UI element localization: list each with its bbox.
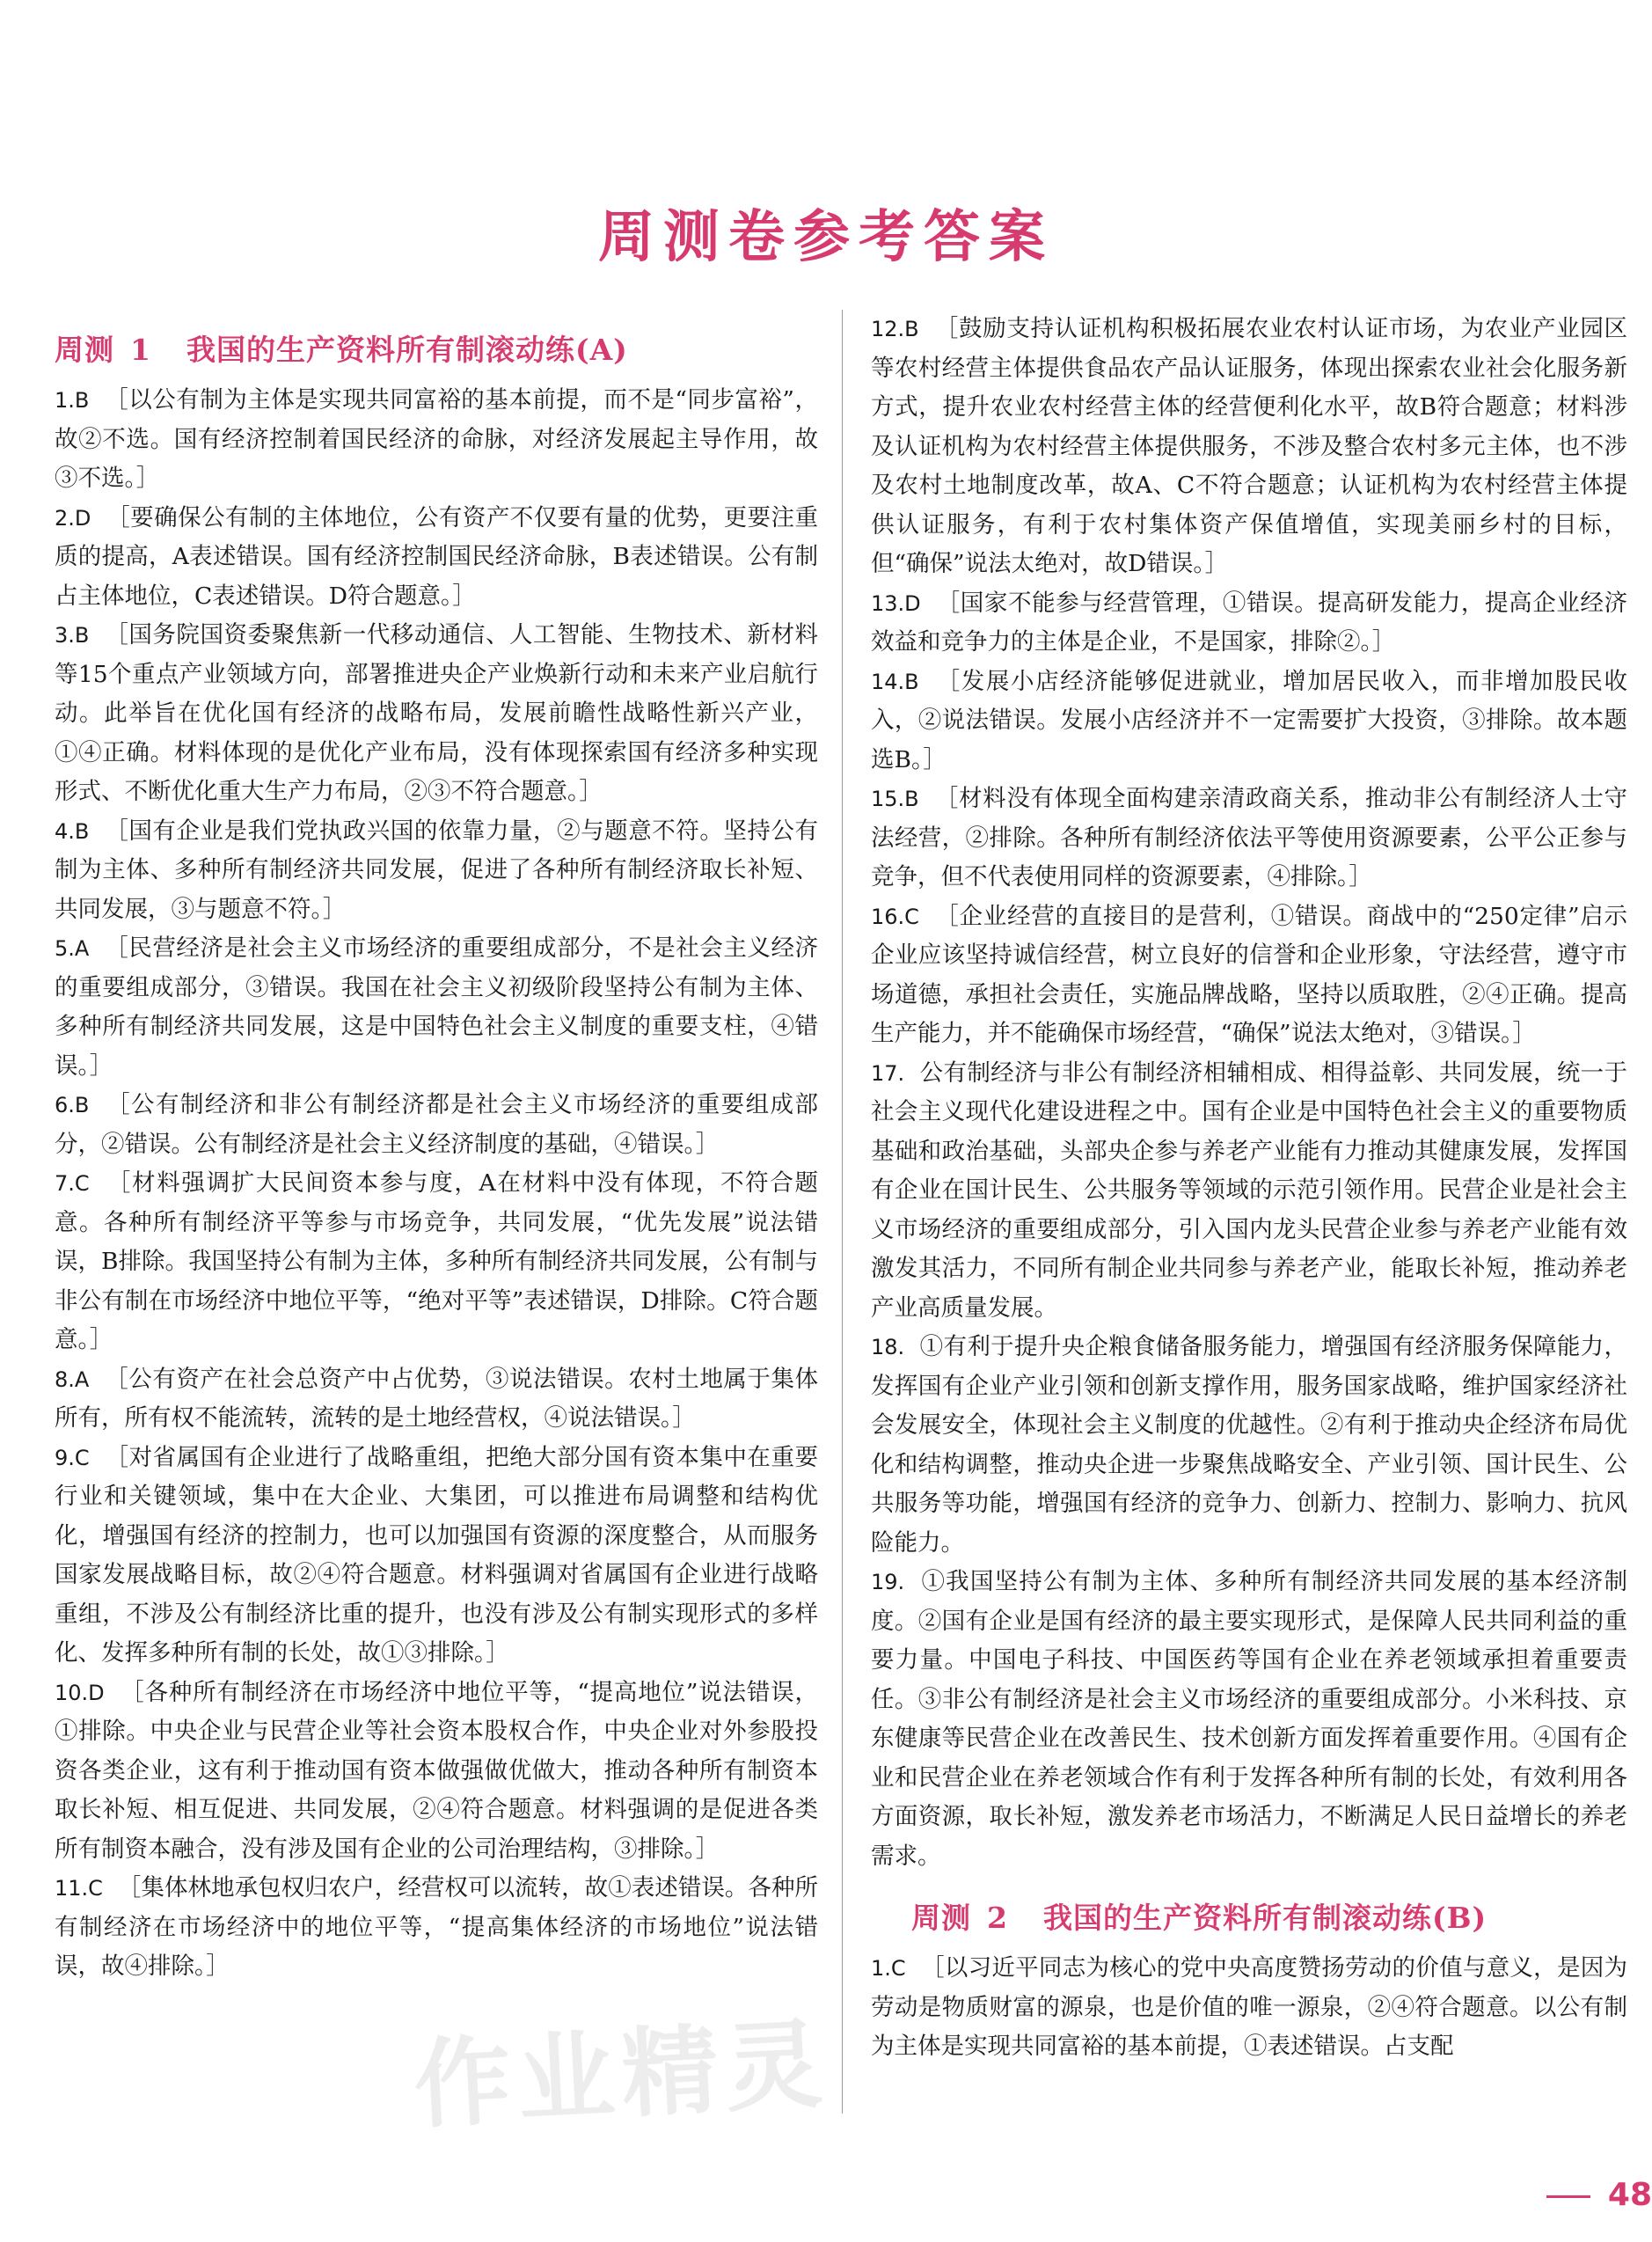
section-label: 周测 <box>911 1901 971 1935</box>
right-column <box>871 310 1627 2067</box>
answer-item <box>55 499 818 617</box>
answer-text: 公有制经济与非公有制经济相辅相成、相得益彰、共同发展，统一于社会主义现代化建设进程之中。国有企业是中国特色社会主义的重要物质基础和政治基础，头部央企参与养老产业能有力推动其健康发展，发挥国有企业在国计民生、公共服务等领域的示范引领作用。民营企业是社会主义市场经济的重要组成部分，引入国内龙头民营企业参与养老产业能有效激发其活力，不同所有制企业共同参与养老产业，能取长补短，推动养老产业高质量发展。 <box>871 1059 1627 1322</box>
answer-number: 12.B <box>871 317 919 341</box>
page-footer <box>1546 2177 1652 2213</box>
answer-text: ［民营经济是社会主义市场经济的重要组成部分，不是社会主义经济的重要组成部分，③错误。我国在社会主义初级阶段坚持公有制为主体、多种所有制经济共同发展，这是中国特色社会主义制度的重要支柱，④错误。］ <box>55 934 818 1080</box>
answer-number: 15.B <box>871 787 919 811</box>
answer-item <box>55 1164 818 1360</box>
answer-text: ［鼓励支持认证机构积极拓展农业农村认证市场，为农业产业园区等农村经营主体提供食品农产品认证服务，体现出探索农业社会化服务新方式，提升农业农村经营主体的经营便利化水平，故B符合题意；材料涉及认证机构为农村经营主体提供服务，不涉及整合农村多元主体，也不涉及农村土地制度改革，故A、C不符合题意；认证机构为农村经营主体提供认证服务，有利于农村集体资产保值增值，实现美丽乡村的目标，但“确保”说法太绝对，故D错误。］ <box>871 315 1627 577</box>
answer-number: 7.C <box>55 1171 90 1196</box>
column-divider <box>842 310 843 2114</box>
answer-number: 10.D <box>55 1680 105 1705</box>
answer-number: 13.D <box>871 590 921 616</box>
answer-item <box>55 1674 818 1870</box>
answer-item <box>871 1949 1627 2067</box>
answer-item <box>871 1054 1627 1329</box>
section-title-1 <box>55 327 818 369</box>
answer-text: ［以习近平同志为核心的党中央高度赞扬劳动的价值与意义，是因为劳动是物质财富的源泉，也是价值的唯一源泉，②④符合题意。以公有制为主体是实现共同富裕的基本前提，①表述错误。占支配 <box>871 1954 1627 2060</box>
page-title: 周测卷参考答案 <box>598 204 1054 270</box>
answer-item <box>871 310 1627 584</box>
answer-number: 16.C <box>871 904 919 929</box>
section-number: 2 <box>987 1901 1008 1935</box>
answer-number: 8.A <box>55 1366 90 1392</box>
answer-text: ［国家不能参与经营管理，①错误。提高研发能力，提高企业经济效益和竞争力的主体是企业，不是国家，排除②。］ <box>871 589 1627 656</box>
answer-list-left <box>55 381 818 1987</box>
answer-number: 5.A <box>55 936 90 961</box>
answer-item <box>55 1439 818 1674</box>
answer-list-right <box>871 310 1627 1876</box>
section-label: 周测 <box>55 333 114 367</box>
section-title-2 <box>911 1895 1627 1937</box>
answer-item <box>55 812 818 930</box>
answer-number: 14.B <box>871 669 919 694</box>
answer-text: ［发展小店经济能够促进就业，增加居民收入，而非增加股民收入，②说法错误。发展小店经济并不一定需要扩大投资，③排除。故本题选B。］ <box>871 667 1627 773</box>
footer-dash <box>1546 2195 1590 2198</box>
answer-number: 4.B <box>55 818 90 844</box>
answer-number: 17. <box>871 1060 905 1086</box>
answer-text: ［材料没有体现全面构建亲清政商关系，推动非公有制经济人士守法经营，②排除。各种所有制经济依法平等使用资源要素，公平公正参与竞争，但不代表使用同样的资源要素，④排除。］ <box>871 785 1627 890</box>
answer-item <box>871 584 1627 663</box>
answer-number: 1.B <box>55 388 90 413</box>
answer-list-right-b <box>871 1949 1627 2067</box>
answer-number: 6.B <box>55 1093 90 1117</box>
answer-item <box>55 929 818 1086</box>
answer-item <box>871 663 1627 780</box>
answer-text: ［国务院国资委聚焦新一代移动通信、人工智能、生物技术、新材料等15个重点产业领域方向，部署推进央企产业焕新行动和未来产业启航行动。此举旨在优化国有经济的战略布局，发展前瞻性战略性新兴产业，①④正确。材料体现的是优化产业布局，没有体现探索国有经济多种实现形式、不断优化重大生产力布局，②③不符合题意。］ <box>55 621 818 805</box>
watermark-logo: 作业精灵 <box>411 2007 832 2143</box>
section-number: 1 <box>130 333 151 367</box>
answer-text: ［对省属国有企业进行了战略重组，把绝大部分国有资本集中在重要行业和关键领域，集中在大企业、大集团，可以推进布局调整和结构优化，增强国有经济的控制力，也可以加强国有资源的深度整合，从而服务国家发展战略目标，故②④符合题意。材料强调对省属国有企业进行战略重组，不涉及公有制经济比重的提升，也没有涉及公有制实现形式的多样化、发挥多种所有制的长处，故①③排除。］ <box>55 1443 818 1667</box>
answer-number: 11.C <box>55 1876 103 1901</box>
answer-number: 18. <box>871 1335 905 1359</box>
answer-item <box>871 780 1627 898</box>
answer-item <box>55 1869 818 1987</box>
page-number: 48 <box>1607 2177 1652 2213</box>
answer-text: ［以公有制为主体是实现共同富裕的基本前提，而不是“同步富裕”，故②不选。国有经济控制着国民经济的命脉，对经济发展起主导作用，故③不选。］ <box>55 386 818 492</box>
answer-text: ①我国坚持公有制为主体、多种所有制经济共同发展的基本经济制度。②国有企业是国有经济的最主要实现形式，是保障人民共同利益的重要力量。中国电子科技、中国医药等国有企业在养老领域承担着重要责任。③非公有制经济是社会主义市场经济的重要组成部分。小米科技、京东健康等民营企业在改善民生、技术创新方面发挥着重要作用。④国有企业和民营企业在养老领域合作有利于发挥各种所有制的长处，有效利用各方面资源，取长补短，激发养老市场活力，不断满足人民日益增长的养老需求。 <box>871 1568 1627 1870</box>
answer-text: ［各种所有制经济在市场经济中地位平等，“提高地位”说法错误，①排除。中央企业与民营企业等社会资本股权合作，中央企业对外参股投资各类企业，这有利于推动国有资本做强做优做大，推动各种所有制资本取长补短、相互促进、共同发展，②④符合题意。材料强调的是促进各类所有制资本融合，没有涉及国有企业的公司治理结构，③排除。］ <box>55 1678 818 1863</box>
answer-item <box>871 898 1627 1054</box>
answer-text: ［企业经营的直接目的是营利，①错误。商战中的“250定律”启示企业应该坚持诚信经营，树立良好的信誉和企业形象，守法经营，遵守市场道德，承担社会责任，实施品牌战略，坚持以质取胜，②④正确。提高生产能力，并不能确保市场经营，“确保”说法太绝对，③错误。］ <box>871 902 1627 1047</box>
left-column <box>55 326 818 1987</box>
answer-number: 1.C <box>871 1956 906 1981</box>
answer-number: 2.D <box>55 505 91 531</box>
answer-number: 3.B <box>55 623 90 648</box>
section-heading: 我国的生产资料所有制滚动练(B) <box>1042 1901 1488 1935</box>
answer-text: ［国有企业是我们党执政兴国的依靠力量，②与题意不符。坚持公有制为主体、多种所有制经济共同发展，促进了各种所有制经济取长补短、共同发展，③与题意不符。］ <box>55 817 818 923</box>
answer-item <box>871 1328 1627 1563</box>
answer-item <box>55 616 818 812</box>
section-heading: 我国的生产资料所有制滚动练(A) <box>186 333 628 367</box>
answer-item <box>55 381 818 499</box>
answer-text: ［集体林地承包权归农户，经营权可以流转，故①表述错误。各种所有制经济在市场经济中的地位平等，“提高集体经济的市场地位”说法错误，故④排除。］ <box>55 1874 819 1980</box>
answer-item <box>55 1086 818 1164</box>
answer-number: 9.C <box>55 1445 90 1470</box>
answer-text: ［材料强调扩大民间资本参与度，A在材料中没有体现，不符合题意。各种所有制经济平等参与市场竞争，共同发展，“优先发展”说法错误，B排除。我国坚持公有制为主体，多种所有制经济共同发展，公有制与非公有制在市场经济中地位平等，“绝对平等”表述错误，D排除。C符合题意。］ <box>55 1169 818 1353</box>
answer-text: ［公有制经济和非公有制经济都是社会主义市场经济的重要组成部分，②错误。公有制经济是社会主义经济制度的基础，④错误。］ <box>55 1091 818 1158</box>
answer-text: ［公有资产在社会总资产中占优势，③说法错误。农村土地属于集体所有，所有权不能流转，流转的是土地经营权，④说法错误。］ <box>55 1365 818 1432</box>
answer-item <box>55 1360 818 1439</box>
answer-text: ［要确保公有制的主体地位，公有资产不仅要有量的优势，更要注重质的提高，A表述错误。国有经济控制国民经济命脉，B表述错误。公有制占主体地位，C表述错误。D符合题意。］ <box>55 503 819 610</box>
answer-text: ①有利于提升央企粮食储备服务能力，增强国有经济服务保障能力，发挥国有企业产业引领和创新支撑作用，服务国家战略，维护国家经济社会发展安全，体现社会主义制度的优越性。②有利于推动央企经济布局优化和结构调整，推动央企进一步聚焦战略安全、产业引领、国计民生、公共服务等功能，增强国有经济的竞争力、创新力、控制力、影响力、抗风险能力。 <box>871 1333 1627 1557</box>
answer-item <box>871 1563 1627 1876</box>
answer-number: 19. <box>871 1570 905 1594</box>
